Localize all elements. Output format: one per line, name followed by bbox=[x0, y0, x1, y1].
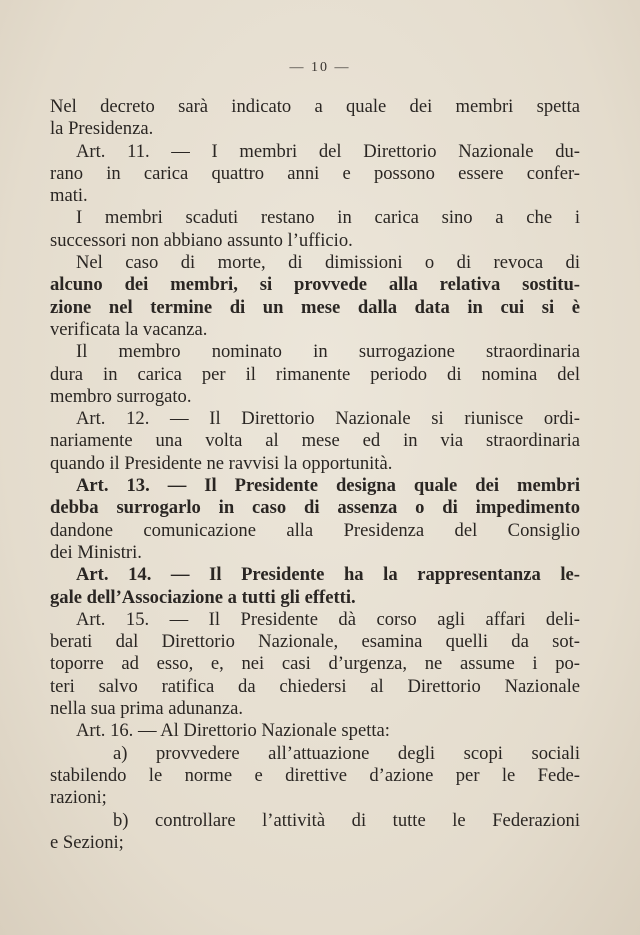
text-line: stabilendo le norme e direttive d’azione per le Fede- bbox=[50, 764, 580, 786]
text-line: gale dell’Associazione a tutti gli effetti. bbox=[50, 586, 356, 608]
text-line: debba surrogarlo in caso di assenza o di impedimento bbox=[50, 497, 580, 519]
text-line: successori non abbiano assunto l’ufficio. bbox=[50, 229, 353, 251]
text-line: dei Ministri. bbox=[50, 541, 142, 563]
list-item-b: b) controllare l’attività di tutte le Federazioni bbox=[113, 809, 580, 831]
text-line: toporre ad esso, e, nei casi d’urgenza, ne assume i po- bbox=[50, 653, 580, 675]
text-line: nella sua prima adunanza. bbox=[50, 698, 244, 720]
text-line: dandone comunicazione alla Presidenza del Consiglio bbox=[50, 519, 580, 541]
text-line: nariamente una volta al mese ed in via straordinaria bbox=[50, 430, 580, 452]
text-line: membro surrogato. bbox=[50, 385, 192, 407]
text-line: razioni; bbox=[50, 787, 107, 809]
text-line: zione nel termine di un mese dalla data in cui si è bbox=[50, 296, 580, 318]
text-line: alcuno dei membri, si provvede alla relativa sostitu- bbox=[50, 274, 580, 296]
text-line: e Sezioni; bbox=[50, 831, 124, 853]
text-line: rano in carica quattro anni e possono essere confer- bbox=[50, 162, 580, 184]
text-line: teri salvo ratifica da chiedersi al Direttorio Nazionale bbox=[50, 675, 580, 697]
text-line: Nel caso di morte, di dimissioni o di revoca di bbox=[76, 252, 580, 274]
statute-text bbox=[50, 96, 580, 854]
text-line: verificata la vacanza. bbox=[50, 318, 208, 340]
list-item-a: a) provvedere all’attuazione degli scopi sociali bbox=[113, 742, 580, 764]
text-line: Nel decreto sarà indicato a quale dei membri spetta bbox=[50, 96, 580, 117]
text-line: la Presidenza. bbox=[50, 118, 154, 140]
article-11-heading-line: Art. 11. — I membri del Direttorio Nazionale du- bbox=[76, 140, 580, 162]
article-16-heading-line: Art. 16. — Al Direttorio Nazionale spetta: bbox=[76, 720, 390, 742]
text-line: I membri scaduti restano in carica sino a che i bbox=[76, 207, 580, 229]
text-line: dura in carica per il rimanente periodo di nomina del bbox=[50, 363, 580, 385]
article-15-heading-line: Art. 15. — Il Presidente dà corso agli affari deli- bbox=[76, 608, 580, 630]
text-line: quando il Presidente ne ravvisi la opportunità. bbox=[50, 452, 393, 474]
article-13-heading-line: Art. 13. — Il Presidente designa quale dei membri bbox=[76, 475, 580, 497]
text-line: mati. bbox=[50, 185, 88, 207]
page-number: — 10 — bbox=[289, 60, 351, 75]
article-12-heading-line: Art. 12. — Il Direttorio Nazionale si riunisce ordi- bbox=[76, 408, 580, 430]
text-line: Il membro nominato in surrogazione straordinaria bbox=[76, 341, 580, 363]
text-line: berati dal Direttorio Nazionale, esamina quelli da sot- bbox=[50, 631, 580, 653]
article-14-heading-line: Art. 14. — Il Presidente ha la rappresentanza le- bbox=[76, 564, 580, 586]
